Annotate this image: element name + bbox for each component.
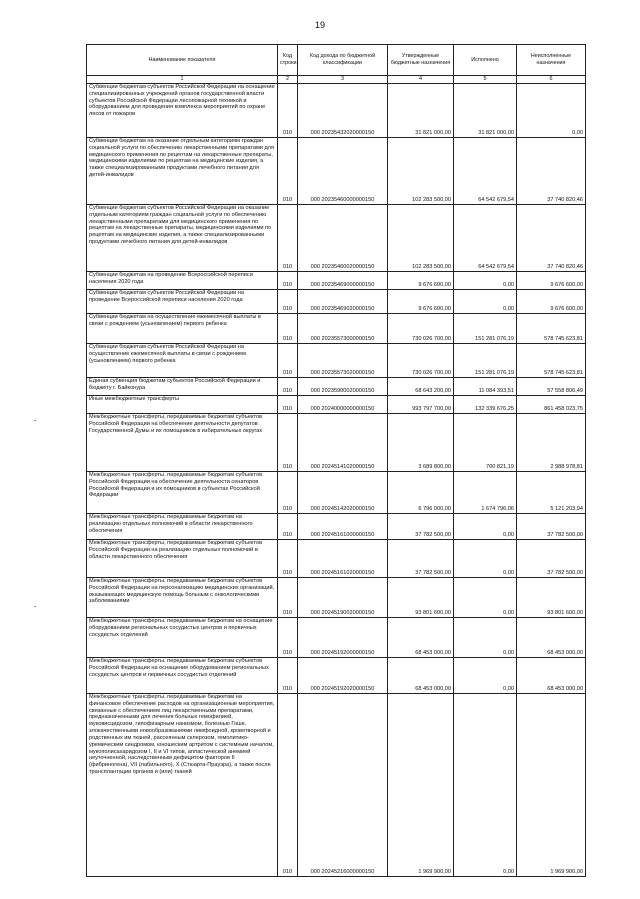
column-number: 2 — [278, 76, 298, 84]
remaining-amount: 57 558 806,49 — [517, 378, 586, 396]
executed-amount: 64 542 679,54 — [454, 205, 517, 272]
income-code: 000 20245192020000150 — [298, 658, 388, 694]
row-code: 010 — [278, 84, 298, 138]
table-row — [87, 414, 586, 472]
approved-amount: 68 453 000,00 — [388, 658, 454, 694]
row-code: 010 — [278, 314, 298, 344]
table-row — [87, 205, 586, 272]
indicator-name: Межбюджетные трансферты, передаваемые бюджетам субъектов Российской Федерации на персонализацию медицинских организаций, оказывающих медицинскую помощь больным с онкологическими заболеваниями — [87, 578, 278, 618]
indicator-name: Субвенции бюджетам субъектов Российской Федерации на осуществление ежемесячной выплаты в связи с рождением (усыновлением) первого ребенка — [87, 344, 278, 378]
row-code: 010 — [278, 378, 298, 396]
income-code: 000 20240000000000150 — [298, 396, 388, 414]
approved-amount: 68 643 200,00 — [388, 378, 454, 396]
approved-amount: 3 689 800,00 — [388, 414, 454, 472]
income-code: 000 20235460000000150 — [298, 138, 388, 205]
table-row — [87, 290, 586, 314]
table-row — [87, 578, 586, 618]
column-number: 1 — [87, 76, 278, 84]
remaining-amount: 5 121 203,94 — [517, 472, 586, 514]
indicator-name: Межбюджетные трансферты, передаваемые бюджетам на оснащение оборудованием региональных сосудистых центров и первичных сосудистых отделений — [87, 618, 278, 658]
indicator-name: Субвенции бюджетам на проведение Всероссийской переписи населения 2020 года — [87, 272, 278, 290]
table-row — [87, 396, 586, 414]
row-code: 010 — [278, 514, 298, 540]
header-executed: Исполнено — [454, 45, 517, 76]
row-code: 010 — [278, 290, 298, 314]
executed-amount: 11 084 393,51 — [454, 378, 517, 396]
remaining-amount: 68 453 000,00 — [517, 658, 586, 694]
table-row — [87, 540, 586, 578]
income-code: 000 20245141020000150 — [298, 414, 388, 472]
scan-mark — [34, 606, 36, 607]
approved-amount: 68 453 000,00 — [388, 618, 454, 658]
income-code: 000 20235460020000150 — [298, 205, 388, 272]
executed-amount: 151 281 076,19 — [454, 344, 517, 378]
approved-amount: 37 782 500,00 — [388, 540, 454, 578]
row-code: 010 — [278, 138, 298, 205]
income-code: 000 20235900020000150 — [298, 378, 388, 396]
indicator-name: Межбюджетные трансферты, передаваемые бюджетам субъектов Российской Федерации на обеспечение деятельности сенаторов Российской Федерации и их помощников в субъектах Российской Федерации — [87, 472, 278, 514]
indicator-name: Межбюджетные трансферты, передаваемые бюджетам субъектов Российской Федерации на обеспечение деятельности депутатов Государственной Думы и их помощников в избирательных округах — [87, 414, 278, 472]
income-code: 000 20235469020000150 — [298, 290, 388, 314]
remaining-amount: 37 740 820,46 — [517, 205, 586, 272]
remaining-amount: 2 988 978,81 — [517, 414, 586, 472]
remaining-amount: 37 740 820,46 — [517, 138, 586, 205]
income-code: 000 20245161000000150 — [298, 514, 388, 540]
column-number: 3 — [298, 76, 388, 84]
approved-amount: 93 801 600,00 — [388, 578, 454, 618]
executed-amount: 0,00 — [454, 290, 517, 314]
table-row — [87, 314, 586, 344]
row-code: 010 — [278, 540, 298, 578]
income-code: 000 20245161020000150 — [298, 540, 388, 578]
column-number: 5 — [454, 76, 517, 84]
remaining-amount: 68 453 000,00 — [517, 618, 586, 658]
row-code: 010 — [278, 396, 298, 414]
approved-amount: 102 283 500,00 — [388, 138, 454, 205]
executed-amount: 132 339 676,25 — [454, 396, 517, 414]
remaining-amount: 37 782 500,00 — [517, 540, 586, 578]
approved-amount: 6 796 000,00 — [388, 472, 454, 514]
income-code: 000 20245216000000150 — [298, 694, 388, 877]
indicator-name: Межбюджетные трансферты, передаваемые бюджетам субъектов Российской Федерации на реализацию отдельных полномочий в области лекарственного обеспечения — [87, 540, 278, 578]
remaining-amount: 1 969 900,00 — [517, 694, 586, 877]
row-code: 010 — [278, 205, 298, 272]
executed-amount: 31 821 000,00 — [454, 84, 517, 138]
executed-amount: 0,00 — [454, 540, 517, 578]
executed-amount: 0,00 — [454, 658, 517, 694]
executed-amount: 700 821,19 — [454, 414, 517, 472]
header-income-code: Код дохода по бюджетной классификации — [298, 45, 388, 76]
approved-amount: 993 797 700,00 — [388, 396, 454, 414]
approved-amount: 1 969 900,00 — [388, 694, 454, 877]
executed-amount: 0,00 — [454, 694, 517, 877]
income-code: 000 20235469000000150 — [298, 272, 388, 290]
row-code: 010 — [278, 472, 298, 514]
table-row — [87, 84, 586, 138]
executed-amount: 0,00 — [454, 618, 517, 658]
income-code: 000 20245142020000150 — [298, 472, 388, 514]
income-code: 000 20235573020000150 — [298, 344, 388, 378]
table-row — [87, 272, 586, 290]
budget-income-table — [86, 44, 586, 877]
remaining-amount: 37 782 500,00 — [517, 514, 586, 540]
approved-amount: 31 821 000,00 — [388, 84, 454, 138]
column-number: 4 — [388, 76, 454, 84]
approved-amount: 37 782 500,00 — [388, 514, 454, 540]
remaining-amount: 578 745 623,81 — [517, 344, 586, 378]
scan-mark — [34, 420, 36, 421]
approved-amount: 730 026 700,00 — [388, 344, 454, 378]
executed-amount: 64 542 679,54 — [454, 138, 517, 205]
indicator-name: Межбюджетные трансферты, передаваемые бюджетам субъектов Российской Федерации на оснащение оборудованием региональных сосудистых центров и первичных сосудистых отделений — [87, 658, 278, 694]
remaining-amount: 861 458 023,75 — [517, 396, 586, 414]
page-number: 19 — [314, 20, 325, 30]
table-row — [87, 138, 586, 205]
remaining-amount: 578 745 623,81 — [517, 314, 586, 344]
header-approved: Утвержденные бюджетные назначения — [388, 45, 454, 76]
column-number: 6 — [517, 76, 586, 84]
remaining-amount: 9 676 600,00 — [517, 290, 586, 314]
indicator-name: Иные межбюджетные трансферты — [87, 396, 278, 414]
remaining-amount: 0,00 — [517, 84, 586, 138]
executed-amount: 1 674 796,06 — [454, 472, 517, 514]
indicator-name: Субвенции бюджетам субъектов Российской Федерации на оснащение специализированных учреждений органов государственной власти субъектов Российской Федерации лесопожарной техникой и оборудованием для проведения комплекса мероприятий по охране лесов от пожаров — [87, 84, 278, 138]
indicator-name: Межбюджетные трансферты, передаваемые бюджетам на реализацию отдельных полномочий в области лекарственного обеспечения — [87, 514, 278, 540]
remaining-amount: 9 676 600,00 — [517, 272, 586, 290]
header-unexecuted: Неисполненные назначения — [517, 45, 586, 76]
row-code: 010 — [278, 578, 298, 618]
indicator-name: Субвенции бюджетам на оказание отдельным категориям граждан социальной услуги по обеспечению лекарственными препаратами для медицинского применения по рецептам на лекарственные препараты, медицинскими изделиями по рецептам на медицинские изделия, а также специализированными продуктами лечебного питания для детей-инвалидов — [87, 138, 278, 205]
table-row — [87, 472, 586, 514]
indicator-name: Субвенции бюджетам субъектов Российской Федерации на оказание отдельным категориям граждан социальной услуги по обеспечению лекарственными препаратами для медицинского применения по рецептам на лекарственные препараты, медицинскими изделиями по рецептам на медицинские изделия, а также специализированными продуктами лечебного питания для детей-инвалидов — [87, 205, 278, 272]
table-row — [87, 514, 586, 540]
approved-amount: 9 676 600,00 — [388, 290, 454, 314]
income-code: 000 20245192000000150 — [298, 618, 388, 658]
row-code: 010 — [278, 618, 298, 658]
indicator-name: Субвенции бюджетам на осуществление ежемесячной выплаты в связи с рождением (усыновлением) первого ребенка — [87, 314, 278, 344]
column-number-row — [87, 76, 586, 84]
indicator-name: Единая субвенция бюджетам субъектов Российской Федерации и бюджету г. Байконура — [87, 378, 278, 396]
executed-amount: 0,00 — [454, 514, 517, 540]
row-code: 010 — [278, 658, 298, 694]
header-name: Наименование показателя — [87, 45, 278, 76]
indicator-name: Субвенции бюджетам субъектов Российской Федерации на проведение Всероссийской переписи населения 2020 года — [87, 290, 278, 314]
row-code: 010 — [278, 414, 298, 472]
income-code: 000 20235432020000150 — [298, 84, 388, 138]
executed-amount: 0,00 — [454, 578, 517, 618]
approved-amount: 102 283 500,00 — [388, 205, 454, 272]
executed-amount: 151 281 076,19 — [454, 314, 517, 344]
table-row — [87, 344, 586, 378]
row-code: 010 — [278, 344, 298, 378]
table-row — [87, 618, 586, 658]
table-row — [87, 378, 586, 396]
approved-amount: 730 026 700,00 — [388, 314, 454, 344]
remaining-amount: 93 801 600,00 — [517, 578, 586, 618]
header-row — [87, 45, 586, 76]
table-row — [87, 658, 586, 694]
income-code: 000 20245190020000150 — [298, 578, 388, 618]
executed-amount: 0,00 — [454, 272, 517, 290]
indicator-name: Межбюджетные трансферты, передаваемые бюджетам на финансовое обеспечение расходов на организационные мероприятия, связанные с обеспечением лиц лекарственными препаратами, предназначенными для лечения больных гемофилией, муковисцидозом, гипофизарным нанизмом, болезнью Гоше, злокачественными новообразованиями лимфоидной, кроветворной и родственных им тканей, рассеянным склерозом, гемолитико-уремическим синдромом, юношеским артритом с системным началом, мукополисахаридозом I, II и VI типов, апластической анемией неуточненной, наследственным дефицитом факторов II (фибриногена), VII (лабильного), X (Стюарта-Прауэра), а также после трансплантации органов и (или) тканей — [87, 694, 278, 877]
row-code: 010 — [278, 694, 298, 877]
header-row-code: Код строки — [278, 45, 298, 76]
approved-amount: 9 676 600,00 — [388, 272, 454, 290]
table-row — [87, 694, 586, 877]
income-code: 000 20235573000000150 — [298, 314, 388, 344]
row-code: 010 — [278, 272, 298, 290]
